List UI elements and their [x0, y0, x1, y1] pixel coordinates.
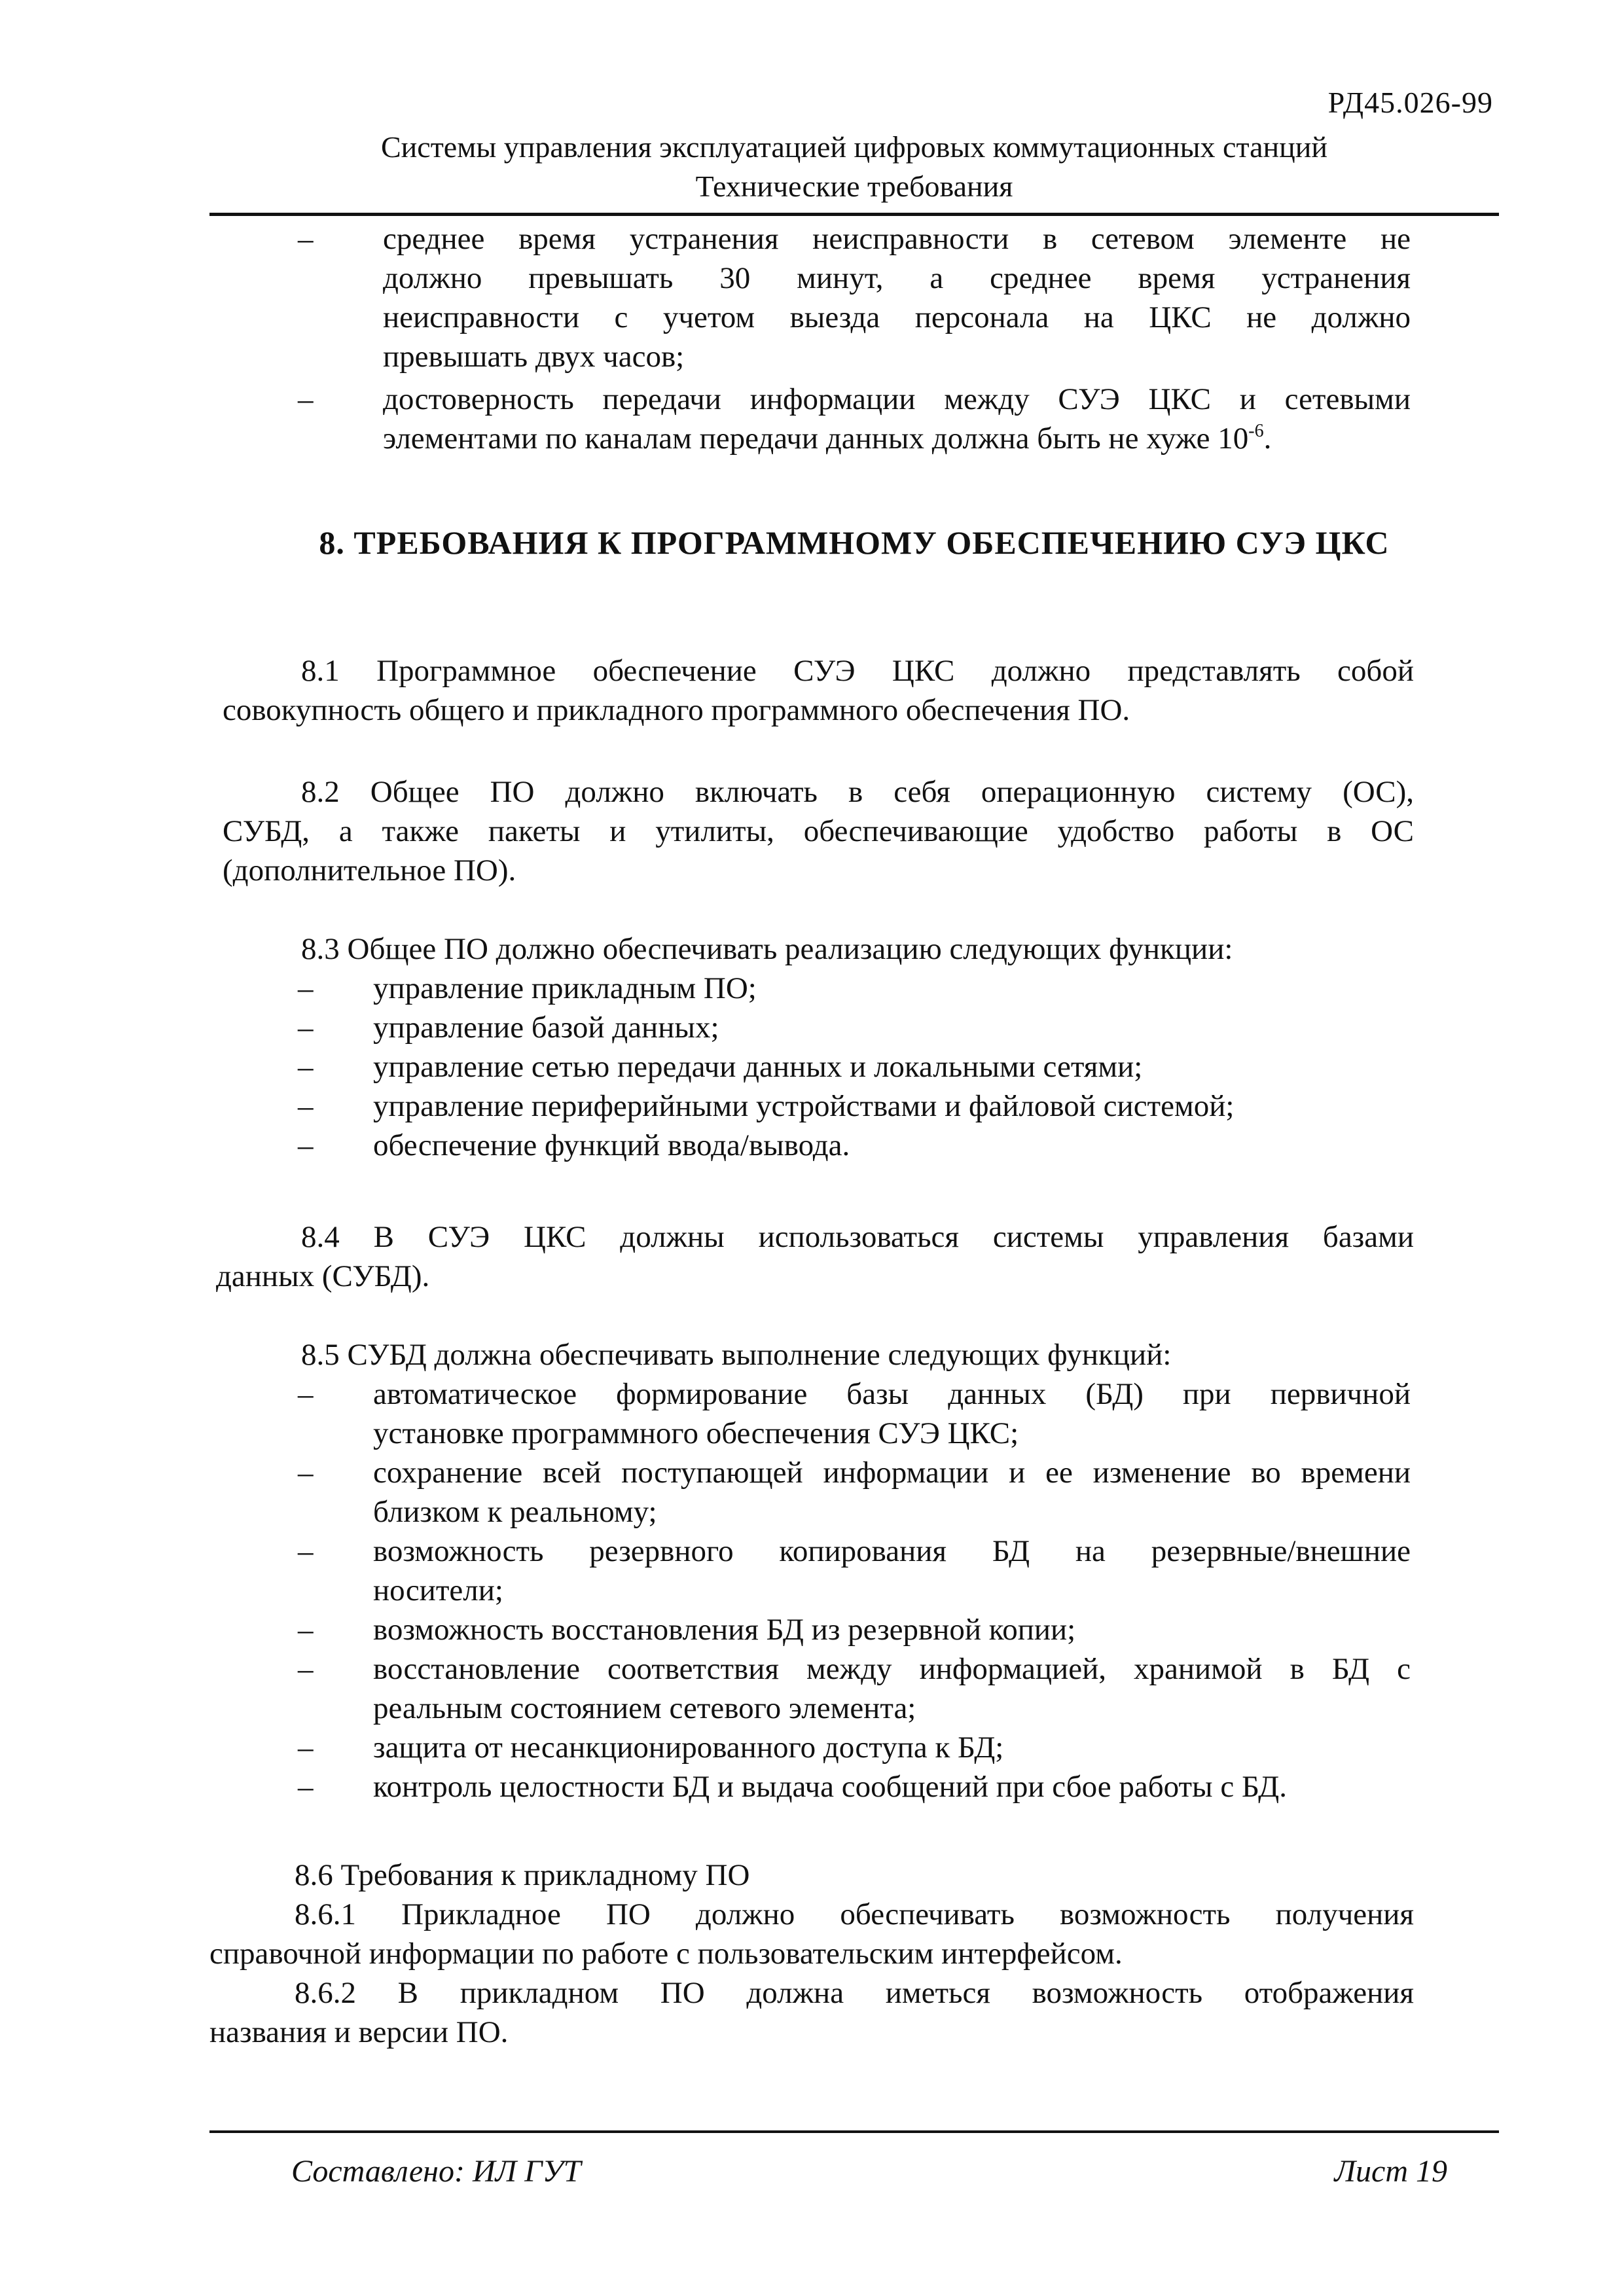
list-item: – обеспечение функций ввода/вывода.: [298, 1126, 1411, 1165]
exponent: -6: [1248, 421, 1264, 441]
list-item-line: среднее время устранения неисправности в сетевом элементе не: [383, 222, 1411, 256]
paragraph-line: 8.5 СУБД должна обеспечивать выполнение следующих функций:: [301, 1338, 1172, 1372]
list-item: – восстановление соответствия между информацией, хранимой в БД с реальным состоянием сетевого элемента;: [298, 1649, 1411, 1728]
paragraph-line: названия и версии ПО.: [209, 2015, 509, 2049]
list-item-line: [383, 419, 1411, 458]
paragraph-line: данных (СУБД).: [216, 1259, 430, 1293]
list-8-3: [298, 969, 1411, 1165]
list-item-text: управление сетью передачи данных и локальными сетями;: [373, 1050, 1143, 1084]
page-header-title: [216, 128, 1492, 206]
list-item-text: элементами по каналам передачи данных должна быть не хуже 10: [383, 422, 1249, 456]
list-item-line: восстановление соответствия между информацией, хранимой в БД с: [373, 1652, 1411, 1686]
list-item-line: должно превышать 30 минут, а среднее время устранения: [383, 261, 1411, 295]
footer-page-number: Лист 19: [1334, 2154, 1447, 2189]
list-dash: –: [298, 382, 314, 416]
list-item-text: обеспечение функций ввода/вывода.: [373, 1128, 850, 1162]
footer-author: Составлено: ИЛ ГУТ: [291, 2154, 581, 2189]
list-item: – контроль целостности БД и выдача сообщений при сбое работы с БД.: [298, 1767, 1411, 1806]
list-item-line: реальным состоянием сетевого элемента;: [373, 1691, 916, 1725]
paragraph-line: СУБД, а также пакеты и утилиты, обеспечивающие удобство работы в ОС: [223, 814, 1414, 848]
footer-divider: [209, 2130, 1499, 2133]
paragraph-8-5: [216, 1335, 1414, 1374]
list-item: – управление сетью передачи данных и локальными сетями;: [298, 1047, 1411, 1086]
list-item-text: управление базой данных;: [373, 1011, 719, 1045]
paragraph-line: 8.6.1 Прикладное ПО должно обеспечивать возможность получения: [295, 1897, 1414, 1931]
list-item-line: защита от несанкционированного доступа к БД;: [373, 1731, 1004, 1765]
list-item-line: возможность резервного копирования БД на резервные/внешние: [373, 1534, 1411, 1568]
section-heading: 8. ТРЕБОВАНИЯ К ПРОГРАММНОМУ ОБЕСПЕЧЕНИЮ СУЭ ЦКС: [319, 524, 1390, 561]
paragraph-8-2: [223, 772, 1414, 890]
header-title-line2: Технические требования: [695, 170, 1013, 203]
paragraph-line: 8.2 Общее ПО должно включать в себя операционную систему (ОС),: [301, 775, 1414, 809]
list-item: – управление прикладным ПО;: [298, 969, 1411, 1008]
paragraph-8-6: [209, 1856, 1414, 2052]
subsection-title: 8.6 Требования к прикладному ПО: [295, 1858, 750, 1892]
paragraph-8-1: [223, 651, 1414, 730]
list-8-5: [298, 1374, 1411, 1806]
list-item: – возможность восстановления БД из резервной копии;: [298, 1610, 1411, 1649]
list-item: – автоматическое формирование базы данных (БД) при первичной установке программного обеспечения СУЭ ЦКС;: [298, 1374, 1411, 1453]
list-item: – возможность резервного копирования БД на резервные/внешние носители;: [298, 1532, 1411, 1610]
list-item-line: возможность восстановления БД из резервной копии;: [373, 1613, 1076, 1647]
list-item-line: превышать двух часов;: [383, 340, 685, 374]
paragraph-line: 8.4 В СУЭ ЦКС должны использоваться системы управления базами: [301, 1220, 1414, 1254]
list-item-line: близком к реальному;: [373, 1495, 657, 1529]
list-item: – управление периферийными устройствами и файловой системой;: [298, 1086, 1411, 1126]
list-item: – управление базой данных;: [298, 1008, 1411, 1047]
list-item-text: управление прикладным ПО;: [373, 971, 757, 1005]
list-item-line: установке программного обеспечения СУЭ ЦКС;: [373, 1416, 1019, 1450]
paragraph-line: совокупность общего и прикладного программного обеспечения ПО.: [223, 693, 1130, 727]
header-divider: [209, 213, 1499, 216]
list-item: – защита от несанкционированного доступа к БД;: [298, 1728, 1411, 1767]
paragraph-line: 8.6.2 В прикладном ПО должна иметься возможность отображения: [295, 1976, 1414, 2010]
paragraph-line: справочной информации по работе с пользовательским интерфейсом.: [209, 1937, 1123, 1971]
list-item-line: контроль целостности БД и выдача сообщений при сбое работы с БД.: [373, 1770, 1287, 1804]
list-item-tail: .: [1263, 422, 1272, 456]
header-title-line1: Системы управления эксплуатацией цифровых коммутационных станций: [380, 130, 1327, 164]
list-item-line: автоматическое формирование базы данных (БД) при первичной: [373, 1377, 1411, 1411]
list-dash: –: [298, 222, 314, 256]
list-item-line: неисправности с учетом выезда персонала на ЦКС не должно: [383, 300, 1411, 334]
paragraph-line: 8.1 Программное обеспечение СУЭ ЦКС должно представлять собой: [301, 654, 1414, 688]
paragraph-8-3: [223, 929, 1414, 969]
document-code: РД45.026-99: [1327, 86, 1493, 119]
list-item-line: сохранение всей поступающей информации и ее изменение во времени: [373, 1456, 1411, 1490]
paragraph-8-4: [216, 1217, 1414, 1296]
list-item-line: носители;: [373, 1573, 503, 1607]
paragraph-line: 8.3 Общее ПО должно обеспечивать реализацию следующих функции:: [301, 932, 1233, 966]
list-item-text: управление периферийными устройствами и файловой системой;: [373, 1089, 1235, 1123]
list-item-line: достоверность передачи информации между СУЭ ЦКС и сетевыми: [383, 382, 1411, 416]
paragraph-line: (дополнительное ПО).: [223, 853, 516, 888]
list-item: – сохранение всей поступающей информации и ее изменение во времени близком к реальному;: [298, 1453, 1411, 1532]
